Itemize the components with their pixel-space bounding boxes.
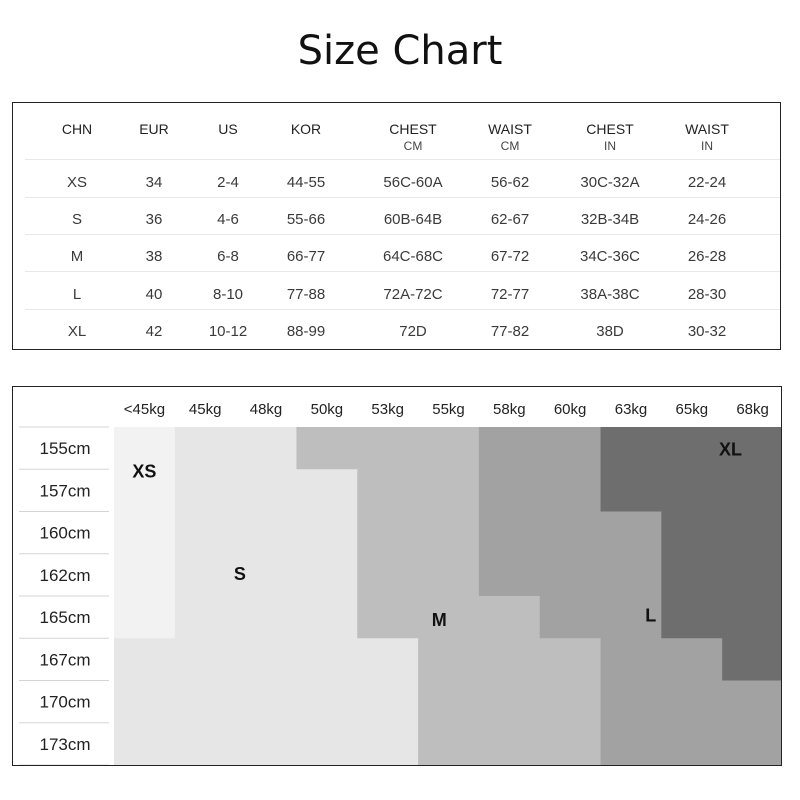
grid-cell [601, 512, 662, 555]
grid-cell [236, 596, 297, 639]
table-cell: 77-82 [490, 323, 530, 340]
table-cell: 67-72 [490, 248, 530, 265]
table-cell: L [72, 286, 82, 303]
grid-cell [722, 554, 782, 597]
table-cell: 30C-32A [580, 174, 640, 191]
header-cell [586, 121, 633, 155]
grid-cell [114, 638, 175, 681]
grid-cell [418, 427, 479, 470]
header-label: WAIST [488, 121, 532, 137]
grid-cell [175, 469, 236, 512]
table-cell: XS [66, 174, 88, 191]
header-cell [685, 121, 729, 155]
grid-cell [540, 681, 601, 724]
grid-cell [722, 596, 782, 639]
grid-cell [540, 427, 601, 470]
grid-cell [418, 638, 479, 681]
table-cell: 42 [145, 323, 163, 340]
weight-label: 55kg [432, 401, 465, 418]
grid-cell [236, 681, 297, 724]
grid-cell [357, 512, 418, 555]
grid-cell [175, 427, 236, 470]
grid-cell [722, 512, 782, 555]
table-cell: 34C-36C [579, 248, 641, 265]
grid-cell [236, 723, 297, 766]
grid-cell [357, 638, 418, 681]
header-cell [218, 121, 237, 138]
grid-cell [357, 596, 418, 639]
grid-cell [479, 427, 540, 470]
size-table-header [13, 103, 780, 160]
grid-cell [418, 723, 479, 766]
grid-cell [722, 723, 782, 766]
weight-label: 50kg [310, 401, 344, 418]
table-cell: 88-99 [286, 323, 326, 340]
grid-cell [479, 723, 540, 766]
table-cell: 6-8 [217, 248, 239, 265]
header-unit: IN [701, 139, 713, 153]
table-cell: 64C-68C [382, 248, 444, 265]
grid-cell [296, 469, 357, 512]
header-label: KOR [290, 121, 322, 137]
grid-cell [175, 596, 236, 639]
table-cell: 22-24 [687, 174, 727, 191]
grid-cell [357, 723, 418, 766]
grid-cell [479, 681, 540, 724]
weight-label: <45kg [123, 401, 166, 418]
table-cell: 56C-60A [383, 174, 443, 191]
grid-cell [540, 638, 601, 681]
grid-cell [236, 427, 297, 470]
table-row [13, 211, 780, 231]
grid-cell [296, 681, 357, 724]
table-row [13, 174, 780, 194]
table-cell: 28-30 [687, 286, 727, 303]
table-cell: XL [67, 323, 87, 340]
grid-cell [114, 554, 175, 597]
table-row [13, 248, 780, 268]
grid-cell [479, 554, 540, 597]
grid-cell [418, 681, 479, 724]
header-label: EUR [139, 121, 169, 137]
size-region-label: XL [718, 439, 743, 460]
table-cell: 26-28 [687, 248, 727, 265]
grid-cell [601, 638, 662, 681]
grid-cell [661, 723, 722, 766]
height-label: 155cm [39, 439, 91, 459]
table-cell: 72-77 [490, 286, 530, 303]
table-cell: 60B-64B [383, 211, 443, 228]
grid-cell [114, 512, 175, 555]
grid-cell [601, 723, 662, 766]
table-cell: 40 [145, 286, 163, 303]
table-cell: 38A-38C [580, 286, 640, 303]
table-cell: 77-88 [286, 286, 326, 303]
table-cell: 66-77 [286, 248, 326, 265]
table-cell: 2-4 [217, 174, 239, 191]
grid-cell [418, 596, 479, 639]
grid-cell [175, 681, 236, 724]
grid-cell [296, 596, 357, 639]
weight-label: 58kg [493, 401, 526, 418]
grid-cell [540, 723, 601, 766]
grid-cell [114, 681, 175, 724]
header-label: CHN [61, 121, 93, 137]
grid-cell [540, 554, 601, 597]
grid-cell [418, 554, 479, 597]
table-cell: 72D [399, 323, 427, 340]
grid-cell [601, 681, 662, 724]
size-grid-svg [13, 387, 782, 766]
grid-cell [479, 512, 540, 555]
size-region-label: S [233, 564, 246, 584]
row-divider [25, 197, 780, 198]
table-cell: 38 [145, 248, 163, 265]
row-divider [25, 159, 780, 160]
table-cell: 4-6 [217, 211, 239, 228]
weight-label: 53kg [371, 401, 404, 418]
grid-cell [722, 469, 782, 512]
table-cell: 24-26 [687, 211, 727, 228]
grid-cell [114, 723, 175, 766]
header-label: US [218, 121, 238, 137]
weight-label: 65kg [675, 401, 709, 418]
grid-cell [357, 427, 418, 470]
table-cell: 30-32 [687, 323, 727, 340]
grid-cell [661, 681, 722, 724]
weight-label: 45kg [188, 401, 222, 418]
grid-cell [357, 681, 418, 724]
grid-cell [479, 596, 540, 639]
size-region-label: L [645, 605, 657, 626]
grid-cell [540, 512, 601, 555]
table-cell: 38D [596, 323, 624, 340]
header-unit: IN [603, 139, 616, 153]
header-cell [62, 121, 92, 138]
grid-cell [357, 469, 418, 512]
size-region-label: M [431, 610, 447, 631]
grid-cell [601, 427, 662, 470]
header-cell [291, 121, 321, 138]
height-weight-size-grid [12, 386, 782, 766]
grid-cell [175, 512, 236, 555]
table-cell: S [71, 211, 83, 228]
grid-cell [479, 469, 540, 512]
grid-cell [661, 469, 722, 512]
grid-cell [296, 554, 357, 597]
grid-cell [722, 681, 782, 724]
size-table [12, 102, 781, 350]
table-cell: 72A-72C [383, 286, 443, 303]
height-label: 160cm [39, 523, 91, 543]
grid-cell [114, 596, 175, 639]
header-label: CHEST [389, 121, 437, 137]
grid-cell [418, 469, 479, 512]
weight-label: 48kg [249, 401, 283, 418]
grid-cell [357, 554, 418, 597]
grid-cell [175, 554, 236, 597]
weight-label: 68kg [736, 401, 769, 418]
table-row [13, 323, 780, 343]
grid-cell [296, 638, 357, 681]
size-region-label: XS [132, 461, 157, 482]
weight-label: 63kg [614, 401, 648, 418]
header-cell [488, 121, 532, 155]
grid-cell [601, 554, 662, 597]
height-label: 162cm [39, 565, 91, 585]
grid-cell [236, 512, 297, 555]
grid-cell [175, 723, 236, 766]
height-label: 167cm [39, 650, 91, 670]
header-label: WAIST [685, 121, 729, 137]
header-label: CHEST [586, 121, 634, 137]
grid-cell [479, 638, 540, 681]
grid-cell [601, 469, 662, 512]
grid-cell [661, 427, 722, 470]
table-cell: 44-55 [286, 174, 326, 191]
grid-cell [540, 596, 601, 639]
row-divider [25, 309, 780, 310]
row-divider [25, 234, 780, 235]
grid-cell [661, 554, 722, 597]
table-cell: M [70, 248, 84, 265]
header-cell [389, 121, 436, 155]
height-label: 170cm [39, 692, 91, 712]
grid-cell [175, 638, 236, 681]
table-cell: 55-66 [286, 211, 326, 228]
height-label: 173cm [39, 734, 91, 754]
grid-cell [661, 512, 722, 555]
weight-label: 60kg [553, 401, 587, 418]
header-cell [139, 121, 169, 138]
grid-cell [722, 638, 782, 681]
page-title: Size Chart [297, 28, 503, 74]
table-cell: 8-10 [212, 286, 244, 303]
table-cell: 34 [145, 174, 163, 191]
height-label: 165cm [39, 608, 91, 628]
table-cell: 10-12 [208, 323, 248, 340]
grid-cell [540, 469, 601, 512]
grid-cell [236, 638, 297, 681]
grid-cell [661, 596, 722, 639]
header-unit: CM [403, 139, 423, 153]
grid-cell [296, 723, 357, 766]
grid-cell [296, 512, 357, 555]
height-label: 157cm [39, 481, 91, 501]
grid-cell [236, 469, 297, 512]
table-cell: 56-62 [490, 174, 530, 191]
header-unit: CM [500, 139, 520, 153]
grid-cell [661, 638, 722, 681]
table-cell: 32B-34B [580, 211, 640, 228]
grid-cell [296, 427, 357, 470]
grid-cell [418, 512, 479, 555]
table-row [13, 286, 780, 306]
table-cell: 36 [145, 211, 163, 228]
row-divider [25, 271, 780, 272]
table-cell: 62-67 [490, 211, 530, 228]
